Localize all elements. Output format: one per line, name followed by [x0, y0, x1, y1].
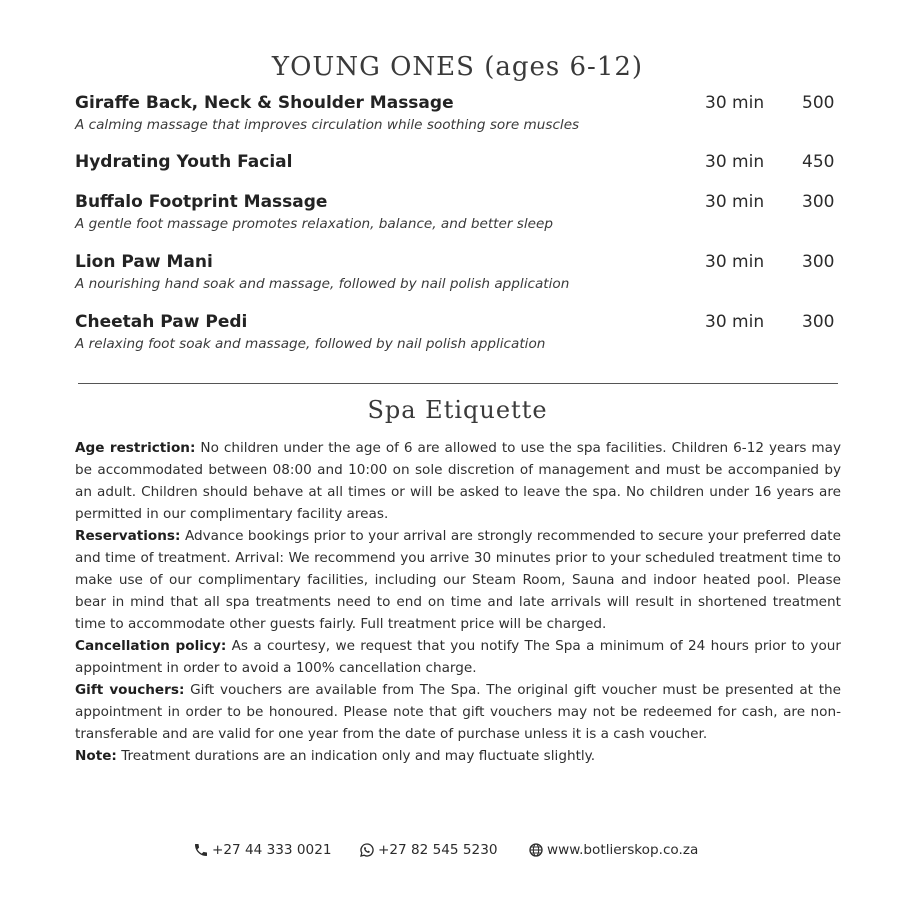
treatment-description: A relaxing foot soak and massage, followed by nail polish application	[75, 336, 546, 352]
treatment-price: 300	[802, 192, 835, 212]
treatment-duration: 30 min	[705, 252, 765, 272]
whatsapp-icon	[359, 842, 375, 858]
etiquette-body	[75, 437, 841, 767]
treatment-name: Lion Paw Mani	[75, 252, 213, 272]
treatment-description: A gentle foot massage promotes relaxation, balance, and better sleep	[75, 216, 553, 232]
treatment-price: 450	[802, 152, 835, 172]
etiquette-paragraph-gift-vouchers	[75, 679, 841, 745]
etiquette-label: Cancellation policy:	[75, 638, 227, 654]
treatment-price: 500	[802, 93, 835, 113]
etiquette-text: Advance bookings prior to your arrival are strongly recommended to secure your preferred date and time of treatment. Arrival: We recommend you arrive 30 minutes prior to your scheduled treatment time to make use of our complimentary facilities, including our Steam Room, Sauna and indoor heated pool. Please bear in mind that all spa treatments need to end on time and late arrivals will result in shortened treatment time to accommodate other guests fairly. Full treatment price will be charged.	[75, 528, 841, 632]
website-link[interactable]	[528, 842, 698, 858]
etiquette-text: Gift vouchers are available from The Spa. The original gift voucher must be presented at the appointment in order to be honoured. Please note that gift vouchers may not be redeemed for cash, are non-transferable and are valid for one year from the date of purchase unless it is a cash voucher.	[75, 682, 842, 742]
treatment-item	[75, 252, 840, 293]
etiquette-paragraph-reservations	[75, 525, 841, 635]
section-divider	[78, 383, 838, 384]
treatment-item	[75, 312, 840, 353]
treatment-duration: 30 min	[705, 152, 765, 172]
treatment-item	[75, 192, 840, 233]
treatment-price: 300	[802, 312, 835, 332]
etiquette-label: Gift vouchers:	[75, 682, 185, 698]
treatment-duration: 30 min	[705, 192, 765, 212]
etiquette-text: No children under the age of 6 are allowed to use the spa facilities. Children 6-12 years may be accommodated between 08:00 and 10:00 on sole discretion of management and must be accompanied by an adult. Children should behave at all times or will be asked to leave the spa. No children under 16 years are permitted in our complimentary facility areas.	[75, 440, 842, 522]
etiquette-label: Note:	[75, 748, 117, 764]
treatment-name: Cheetah Paw Pedi	[75, 312, 248, 332]
phone-icon	[193, 842, 209, 858]
treatment-name: Buffalo Footprint Massage	[75, 192, 328, 212]
etiquette-paragraph-note	[75, 745, 841, 767]
etiquette-text: As a courtesy, we request that you notify The Spa a minimum of 24 hours prior to your appointment in order to avoid a 100% cancellation charge.	[75, 638, 841, 676]
etiquette-text: Treatment durations are an indication only and may fluctuate slightly.	[121, 748, 596, 764]
treatment-item	[75, 93, 840, 134]
treatment-item	[75, 152, 840, 172]
etiquette-paragraph-age	[75, 437, 841, 525]
treatment-description: A calming massage that improves circulation while soothing sore muscles	[75, 117, 580, 133]
treatment-name: Hydrating Youth Facial	[75, 152, 293, 172]
treatment-name: Giraffe Back, Neck & Shoulder Massage	[75, 93, 454, 113]
phone-contact[interactable]	[193, 842, 332, 858]
treatment-duration: 30 min	[705, 93, 765, 113]
young-ones-title: YOUNG ONES (ages 6-12)	[271, 52, 644, 82]
website-url: www.botlierskop.co.za	[547, 842, 699, 858]
whatsapp-number: +27 82 545 5230	[378, 842, 498, 858]
whatsapp-contact[interactable]	[359, 842, 498, 858]
contact-footer	[0, 842, 915, 862]
etiquette-title: Spa Etiquette	[367, 396, 548, 424]
treatment-description: A nourishing hand soak and massage, followed by nail polish application	[75, 276, 570, 292]
etiquette-label: Age restriction:	[75, 440, 196, 456]
treatment-price: 300	[802, 252, 835, 272]
treatment-duration: 30 min	[705, 312, 765, 332]
etiquette-label: Reservations:	[75, 528, 181, 544]
globe-icon	[528, 842, 544, 858]
phone-number: +27 44 333 0021	[212, 842, 332, 858]
etiquette-paragraph-cancellation	[75, 635, 841, 679]
